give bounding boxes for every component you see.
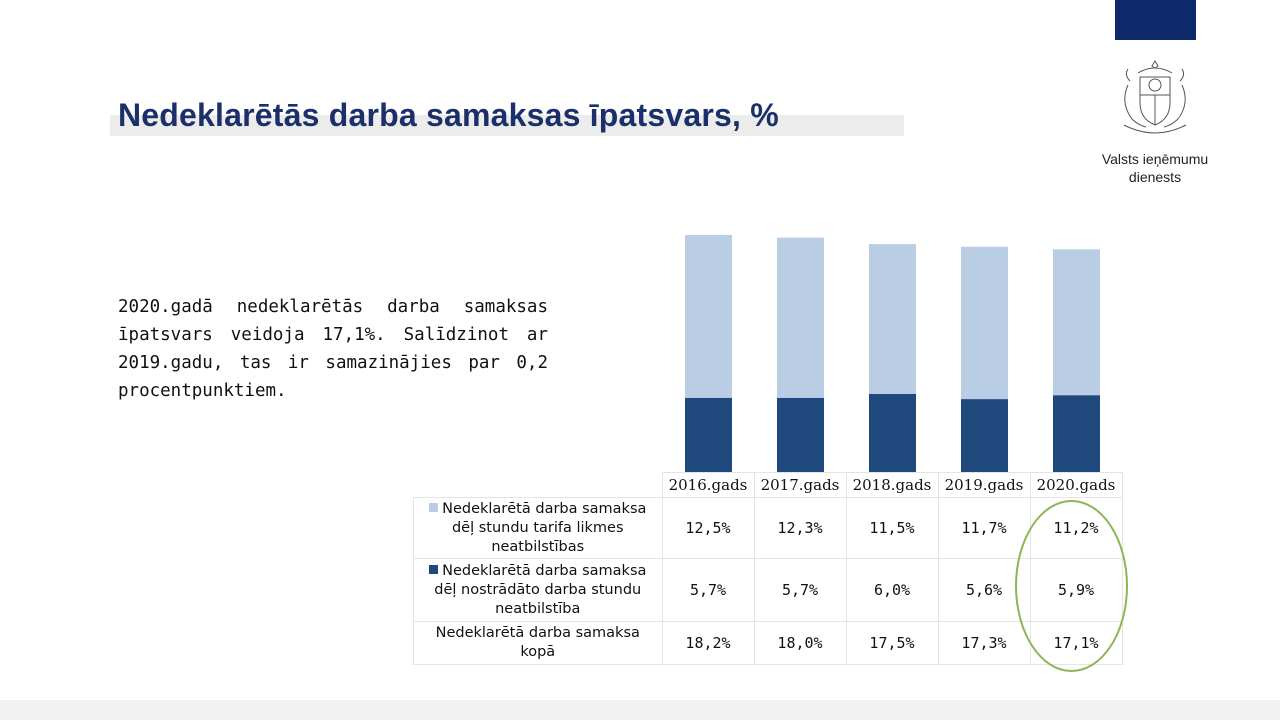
table-header-row	[414, 473, 1123, 498]
bar-segment-tariff	[1053, 249, 1100, 395]
year-header: 2016.gads	[662, 473, 754, 498]
bar-segment-hours	[777, 398, 824, 472]
row-label-total: Nedeklarētā darba samaksa kopā	[414, 622, 663, 665]
table-cell: 5,7%	[754, 559, 846, 622]
org-name-line2: dienests	[1128, 169, 1182, 185]
bar-segment-hours	[685, 398, 732, 472]
table-cell: 5,6%	[938, 559, 1030, 622]
bar-segment-hours	[869, 394, 916, 472]
table-cell: 11,5%	[846, 498, 938, 559]
slide-title: Nedeklarētās darba samaksas īpatsvars, %	[118, 97, 779, 133]
table-cell: 12,5%	[662, 498, 754, 559]
table-row-hours	[414, 559, 1123, 622]
year-header: 2019.gads	[938, 473, 1030, 498]
row-label-tariff	[414, 498, 663, 559]
table-cell: 17,1%	[1030, 622, 1122, 665]
bar-segment-tariff	[961, 247, 1008, 399]
summary-text: 2020.gadā nedeklarētās darba samaksas īpatsvars veidoja 17,1%. Salīdzinot ar 2019.gadu, tas ir samazinājies par 0,2 procentpunktiem.	[118, 296, 548, 401]
year-header: 2017.gads	[754, 473, 846, 498]
year-header: 2020.gads	[1030, 473, 1122, 498]
legend-swatch-dark	[429, 565, 438, 574]
table-cell: 12,3%	[754, 498, 846, 559]
footer-bar	[0, 700, 1280, 720]
table-cell: 5,7%	[662, 559, 754, 622]
table-cell: 6,0%	[846, 559, 938, 622]
bar-segment-tariff	[685, 235, 732, 398]
legend-swatch-light	[429, 503, 438, 512]
bar-segment-hours	[961, 399, 1008, 472]
table-row-total	[414, 622, 1123, 665]
chart-data-table	[413, 472, 1123, 665]
bar-segment-hours	[1053, 395, 1100, 472]
table-corner-cell	[414, 473, 663, 498]
org-name-line1: Valsts ieņēmumu	[1101, 151, 1209, 167]
table-cell: 17,3%	[938, 622, 1030, 665]
table-cell: 11,7%	[938, 498, 1030, 559]
table-row-tariff	[414, 498, 1123, 559]
row-label-hours	[414, 559, 663, 622]
table-cell: 5,9%	[1030, 559, 1122, 622]
table-cell: 18,2%	[662, 622, 754, 665]
series-name-hours: Nedeklarētā darba samaksa dēļ nostrādāto darba stundu neatbilstība	[434, 562, 647, 617]
table-cell: 18,0%	[754, 622, 846, 665]
bar-segment-tariff	[869, 244, 916, 394]
bar-segment-tariff	[777, 238, 824, 398]
year-header: 2018.gads	[846, 473, 938, 498]
table-cell: 11,2%	[1030, 498, 1122, 559]
table-cell: 17,5%	[846, 622, 938, 665]
series-name-tariff: Nedeklarētā darba samaksa dēļ stundu tarifa likmes neatbilstības	[442, 500, 647, 555]
